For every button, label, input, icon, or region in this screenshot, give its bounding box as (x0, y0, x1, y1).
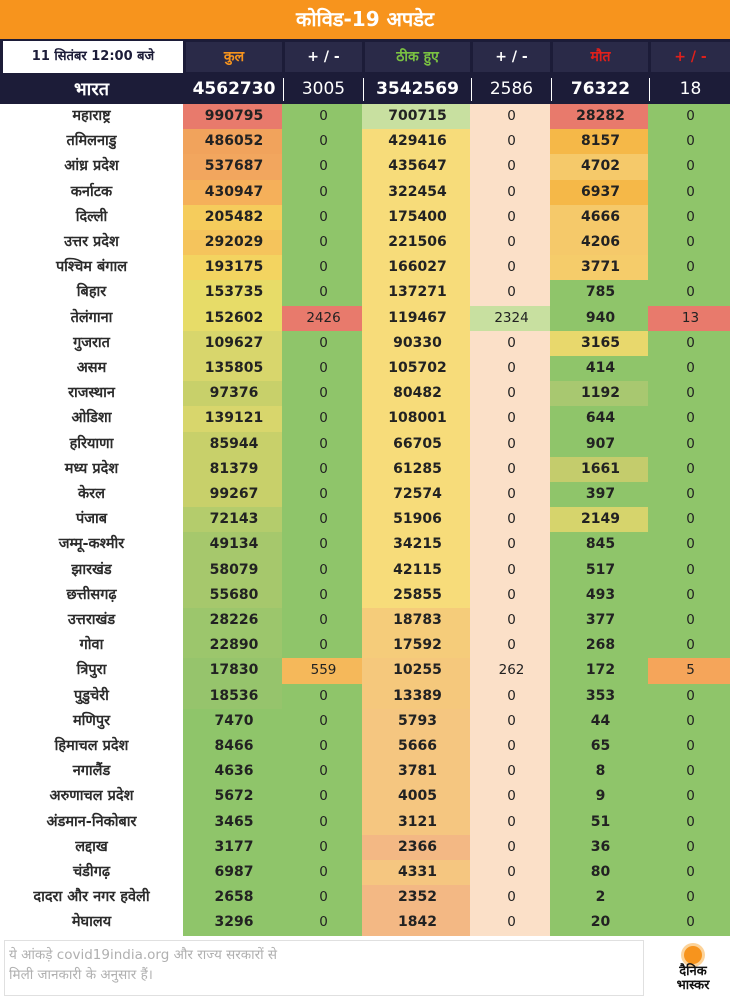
state-name: असम (0, 356, 183, 381)
national-total-row (0, 75, 730, 104)
table-cell: 0 (470, 104, 553, 129)
table-cell: 0 (648, 129, 730, 154)
footer (0, 940, 730, 1004)
table-row (0, 532, 730, 557)
table-cell: 55680 (183, 583, 285, 608)
table-cell: 109627 (183, 331, 285, 356)
table-row (0, 759, 730, 784)
state-name: लद्दाख (0, 835, 183, 860)
table-cell: 0 (648, 784, 730, 809)
table-row (0, 507, 730, 532)
table-cell: 28226 (183, 608, 285, 633)
table-cell: 166027 (362, 255, 473, 280)
table-cell: 135805 (183, 356, 285, 381)
table-cell: 430947 (183, 180, 285, 205)
table-cell: 785 (550, 280, 651, 305)
table-row (0, 230, 730, 255)
table-cell: 3781 (362, 759, 473, 784)
table-cell: 2324 (470, 306, 553, 331)
national-value-1: 4562730 (192, 79, 276, 99)
table-row (0, 734, 730, 759)
table-cell: 152602 (183, 306, 285, 331)
table-cell: 4005 (362, 784, 473, 809)
table-cell: 13389 (362, 684, 473, 709)
table-cell: 0 (282, 910, 365, 935)
table-cell: 429416 (362, 129, 473, 154)
table-cell: 0 (648, 154, 730, 179)
logo-line-1: दैनिक (679, 964, 707, 979)
table-cell: 105702 (362, 356, 473, 381)
table-cell: 0 (648, 482, 730, 507)
table-cell: 6937 (550, 180, 651, 205)
state-name: केरल (0, 482, 183, 507)
table-cell: 175400 (362, 205, 473, 230)
table-row (0, 129, 730, 154)
table-cell: 292029 (183, 230, 285, 255)
table-cell: 5793 (362, 709, 473, 734)
table-cell: 0 (470, 507, 553, 532)
table-cell: 205482 (183, 205, 285, 230)
table-cell: 0 (470, 684, 553, 709)
state-name: पुडुचेरी (0, 684, 183, 709)
table-cell: 486052 (183, 129, 285, 154)
table-cell: 108001 (362, 406, 473, 431)
table-row (0, 608, 730, 633)
table-cell: 644 (550, 406, 651, 431)
table-cell: 172 (550, 658, 651, 683)
table-cell: 0 (470, 331, 553, 356)
state-name: कर्नाटक (0, 180, 183, 205)
table-cell: 153735 (183, 280, 285, 305)
table-cell: 845 (550, 532, 651, 557)
page-title: कोविड-19 अपडेट (295, 7, 435, 31)
table-row (0, 860, 730, 885)
table-cell: 18536 (183, 684, 285, 709)
table-cell: 397 (550, 482, 651, 507)
table-row (0, 633, 730, 658)
table-cell: 537687 (183, 154, 285, 179)
table-cell: 18783 (362, 608, 473, 633)
table-cell: 0 (282, 381, 365, 406)
table-cell: 0 (648, 432, 730, 457)
table-cell: 28282 (550, 104, 651, 129)
state-name: तेलंगाना (0, 306, 183, 331)
table-cell: 0 (648, 457, 730, 482)
state-name: बिहार (0, 280, 183, 305)
table-cell: 13 (648, 306, 730, 331)
table-cell: 0 (282, 885, 365, 910)
table-cell: 0 (470, 205, 553, 230)
table-cell: 4666 (550, 205, 651, 230)
table-row (0, 558, 730, 583)
table-row (0, 784, 730, 809)
table-cell: 0 (470, 860, 553, 885)
state-name: आंध्र प्रदेश (0, 154, 183, 179)
table-cell: 0 (648, 230, 730, 255)
table-row (0, 835, 730, 860)
table-cell: 81379 (183, 457, 285, 482)
table-cell: 4206 (550, 230, 651, 255)
table-cell: 99267 (183, 482, 285, 507)
state-name: गुजरात (0, 331, 183, 356)
table-cell: 61285 (362, 457, 473, 482)
state-name: छत्तीसगढ़ (0, 583, 183, 608)
table-cell: 322454 (362, 180, 473, 205)
state-name: दिल्ली (0, 205, 183, 230)
table-cell: 0 (470, 759, 553, 784)
table-cell: 119467 (362, 306, 473, 331)
table-cell: 0 (470, 910, 553, 935)
table-cell: 0 (470, 381, 553, 406)
national-value-5: 76322 (570, 79, 631, 99)
table-row (0, 885, 730, 910)
column-header-4: + / - (473, 42, 550, 72)
table-row (0, 406, 730, 431)
table-cell: 0 (282, 406, 365, 431)
table-cell: 0 (648, 684, 730, 709)
table-cell: 0 (648, 633, 730, 658)
table-cell: 90330 (362, 331, 473, 356)
table-cell: 193175 (183, 255, 285, 280)
state-name: राजस्थान (0, 381, 183, 406)
table-cell: 700715 (362, 104, 473, 129)
table-cell: 6987 (183, 860, 285, 885)
state-name: ओडिशा (0, 406, 183, 431)
table-cell: 72574 (362, 482, 473, 507)
state-name: मेघालय (0, 910, 183, 935)
table-row (0, 331, 730, 356)
table-cell: 0 (470, 734, 553, 759)
table-cell: 1192 (550, 381, 651, 406)
table-cell: 5 (648, 658, 730, 683)
state-name: झारखंड (0, 558, 183, 583)
table-cell: 0 (282, 230, 365, 255)
table-cell: 0 (282, 810, 365, 835)
table-cell: 0 (470, 709, 553, 734)
table-row (0, 154, 730, 179)
table-cell: 4636 (183, 759, 285, 784)
source-note-line-1: ये आंकड़े covid19india.org और राज्य सरकारों से (9, 947, 278, 963)
table-row (0, 180, 730, 205)
table-cell: 5666 (362, 734, 473, 759)
table-cell: 3177 (183, 835, 285, 860)
table-cell: 0 (648, 104, 730, 129)
table-cell: 2149 (550, 507, 651, 532)
table-cell: 0 (648, 331, 730, 356)
column-header-3: ठीक हुए (365, 42, 470, 72)
table-cell: 65 (550, 734, 651, 759)
table-cell: 2658 (183, 885, 285, 910)
table-cell: 0 (282, 860, 365, 885)
table-cell: 0 (648, 608, 730, 633)
table-cell: 3465 (183, 810, 285, 835)
table-cell: 10255 (362, 658, 473, 683)
table-cell: 0 (282, 457, 365, 482)
table-cell: 990795 (183, 104, 285, 129)
state-name: हिमाचल प्रदेश (0, 734, 183, 759)
table-cell: 907 (550, 432, 651, 457)
table-cell: 34215 (362, 532, 473, 557)
table-cell: 435647 (362, 154, 473, 179)
table-cell: 4331 (362, 860, 473, 885)
national-value-3: 3542569 (376, 79, 459, 99)
table-cell: 0 (470, 432, 553, 457)
table-cell: 3771 (550, 255, 651, 280)
state-name: महाराष्ट्र (0, 104, 183, 129)
table-row (0, 205, 730, 230)
title-banner (0, 0, 730, 39)
state-name: उत्तराखंड (0, 608, 183, 633)
logo-line-2: भास्कर (676, 978, 710, 993)
table-cell: 0 (648, 255, 730, 280)
table-cell: 8 (550, 759, 651, 784)
table-cell: 0 (648, 381, 730, 406)
state-name: हरियाणा (0, 432, 183, 457)
table-row (0, 658, 730, 683)
state-name: गोवा (0, 633, 183, 658)
table-cell: 44 (550, 709, 651, 734)
state-name: पश्चिम बंगाल (0, 255, 183, 280)
table-cell: 0 (282, 331, 365, 356)
table-cell: 0 (282, 684, 365, 709)
table-cell: 0 (470, 558, 553, 583)
column-header-1: कुल (186, 42, 282, 72)
table-row (0, 356, 730, 381)
table-cell: 0 (282, 608, 365, 633)
table-row (0, 709, 730, 734)
table-cell: 20 (550, 910, 651, 935)
state-name: मध्य प्रदेश (0, 457, 183, 482)
state-name: अरुणाचल प्रदेश (0, 784, 183, 809)
state-name: जम्मू-कश्मीर (0, 532, 183, 557)
table-cell: 0 (282, 129, 365, 154)
table-cell: 137271 (362, 280, 473, 305)
table-cell: 49134 (183, 532, 285, 557)
table-cell: 85944 (183, 432, 285, 457)
table-cell: 517 (550, 558, 651, 583)
table-cell: 3121 (362, 810, 473, 835)
state-name: तमिलनाडु (0, 129, 183, 154)
table-cell: 0 (470, 356, 553, 381)
table-row (0, 482, 730, 507)
table-cell: 25855 (362, 583, 473, 608)
table-cell: 0 (470, 810, 553, 835)
table-cell: 377 (550, 608, 651, 633)
update-datetime: 11 सितंबर 12:00 बजे (3, 41, 183, 73)
state-name: नगालैंड (0, 759, 183, 784)
table-cell: 9 (550, 784, 651, 809)
column-divider (471, 78, 472, 101)
national-label: भारत (74, 79, 109, 100)
table-row (0, 104, 730, 129)
table-cell: 0 (470, 180, 553, 205)
table-cell: 8157 (550, 129, 651, 154)
table-cell: 3165 (550, 331, 651, 356)
national-value-2: 3005 (301, 79, 346, 99)
table-row (0, 457, 730, 482)
table-row (0, 583, 730, 608)
table-cell: 0 (648, 507, 730, 532)
source-note-line-2: मिली जानकारी के अनुसार हैं। (9, 967, 153, 983)
table-cell: 221506 (362, 230, 473, 255)
table-cell: 1842 (362, 910, 473, 935)
table-cell: 0 (648, 734, 730, 759)
table-cell: 51 (550, 810, 651, 835)
table-cell: 493 (550, 583, 651, 608)
table-cell: 0 (648, 205, 730, 230)
table-row (0, 381, 730, 406)
table-cell: 0 (282, 154, 365, 179)
table-cell: 0 (470, 482, 553, 507)
column-header-2: + / - (285, 42, 362, 72)
table-cell: 0 (648, 180, 730, 205)
table-cell: 2366 (362, 835, 473, 860)
table-cell: 0 (282, 759, 365, 784)
table-cell: 940 (550, 306, 651, 331)
table-cell: 0 (282, 255, 365, 280)
table-cell: 0 (648, 885, 730, 910)
table-cell: 0 (648, 910, 730, 935)
table-cell: 80482 (362, 381, 473, 406)
table-cell: 17592 (362, 633, 473, 658)
table-cell: 0 (282, 104, 365, 129)
table-cell: 0 (470, 532, 553, 557)
source-note (4, 940, 644, 996)
table-cell: 0 (470, 129, 553, 154)
table-cell: 0 (282, 835, 365, 860)
table-row (0, 432, 730, 457)
table-cell: 51906 (362, 507, 473, 532)
table-cell: 0 (282, 356, 365, 381)
table-cell: 0 (648, 583, 730, 608)
table-cell: 262 (470, 658, 553, 683)
table-cell: 0 (282, 633, 365, 658)
table-cell: 4702 (550, 154, 651, 179)
column-header-5: मौत (553, 42, 648, 72)
table-cell: 0 (470, 230, 553, 255)
table-cell: 97376 (183, 381, 285, 406)
table-cell: 0 (470, 885, 553, 910)
table-cell: 0 (648, 759, 730, 784)
table-cell: 2426 (282, 306, 365, 331)
table-cell: 0 (648, 532, 730, 557)
table-cell: 0 (470, 633, 553, 658)
table-row (0, 810, 730, 835)
table-cell: 559 (282, 658, 365, 683)
table-cell: 58079 (183, 558, 285, 583)
table-cell: 3296 (183, 910, 285, 935)
table-cell: 42115 (362, 558, 473, 583)
table-cell: 80 (550, 860, 651, 885)
table-cell: 66705 (362, 432, 473, 457)
table-cell: 0 (648, 280, 730, 305)
table-cell: 353 (550, 684, 651, 709)
table-cell: 8466 (183, 734, 285, 759)
column-divider (551, 78, 552, 101)
table-cell: 0 (470, 154, 553, 179)
table-cell: 5672 (183, 784, 285, 809)
table-cell: 1661 (550, 457, 651, 482)
state-name: चंडीगढ़ (0, 860, 183, 885)
table-cell: 0 (282, 558, 365, 583)
table-cell: 0 (282, 532, 365, 557)
table-cell: 0 (648, 406, 730, 431)
state-name: मणिपुर (0, 709, 183, 734)
table-cell: 414 (550, 356, 651, 381)
table-cell: 72143 (183, 507, 285, 532)
sun-icon (684, 946, 702, 964)
table-cell: 0 (648, 558, 730, 583)
table-cell: 0 (648, 709, 730, 734)
column-divider (283, 78, 284, 101)
state-name: उत्तर प्रदेश (0, 230, 183, 255)
dainik-bhaskar-logo (660, 944, 726, 1000)
table-cell: 268 (550, 633, 651, 658)
table-cell: 0 (282, 180, 365, 205)
national-value-6: 18 (679, 79, 702, 99)
table-cell: 0 (282, 734, 365, 759)
table-cell: 0 (470, 608, 553, 633)
table-row (0, 910, 730, 935)
table-cell: 0 (470, 835, 553, 860)
table-cell: 0 (648, 810, 730, 835)
table-cell: 36 (550, 835, 651, 860)
table-row (0, 255, 730, 280)
table-cell: 0 (470, 406, 553, 431)
table-cell: 22890 (183, 633, 285, 658)
table-cell: 7470 (183, 709, 285, 734)
table-cell: 139121 (183, 406, 285, 431)
table-cell: 17830 (183, 658, 285, 683)
table-row (0, 306, 730, 331)
table-cell: 0 (470, 784, 553, 809)
state-name: दादरा और नगर हवेली (0, 885, 183, 910)
table-cell: 2 (550, 885, 651, 910)
table-cell: 0 (282, 709, 365, 734)
state-name: त्रिपुरा (0, 658, 183, 683)
column-header-6: + / - (651, 42, 730, 72)
column-divider (649, 78, 650, 101)
column-header-row (0, 39, 730, 75)
table-cell: 0 (282, 205, 365, 230)
table-cell: 0 (470, 583, 553, 608)
table-row (0, 280, 730, 305)
table-cell: 0 (282, 482, 365, 507)
state-name: अंडमान-निकोबार (0, 810, 183, 835)
table-cell: 0 (648, 835, 730, 860)
state-name: पंजाब (0, 507, 183, 532)
table-cell: 0 (282, 432, 365, 457)
table-cell: 0 (470, 457, 553, 482)
table-cell: 0 (282, 583, 365, 608)
table-cell: 0 (282, 784, 365, 809)
table-cell: 0 (648, 860, 730, 885)
table-cell: 0 (470, 255, 553, 280)
national-value-4: 2586 (489, 79, 534, 99)
table-cell: 0 (470, 280, 553, 305)
table-cell: 0 (282, 507, 365, 532)
column-divider (363, 78, 364, 101)
table-row (0, 684, 730, 709)
table-cell: 0 (648, 356, 730, 381)
table-cell: 2352 (362, 885, 473, 910)
table-cell: 0 (282, 280, 365, 305)
